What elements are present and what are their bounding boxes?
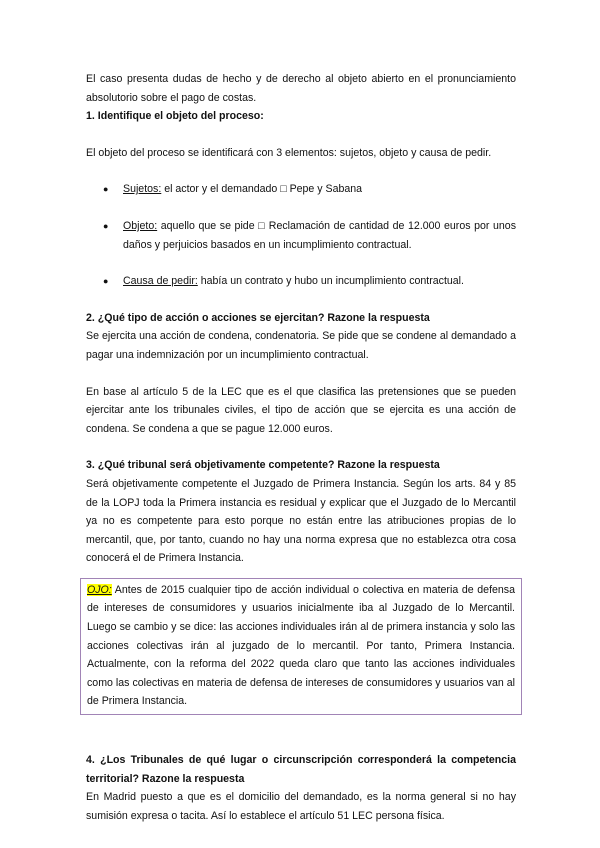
ojo-label: OJO: xyxy=(87,583,112,596)
bullet-dot-icon: ● xyxy=(103,220,109,231)
ojo-note-box xyxy=(80,578,522,715)
document-page xyxy=(86,70,516,825)
bullet-dot-icon: ● xyxy=(103,184,109,195)
q2-paragraph-2: En base al artículo 5 de la LEC que es el que clasifica las pretensiones que se pueden ejercitar ante los tribunales civiles, el tipo de acción que se ejercita es una acción de condena. Se condena a que se pague 12.000 euros. xyxy=(86,385,516,435)
bullet-text: aquello que se pide □ Reclamación de cantidad de 12.000 euros por unos daños y perjuicios basados en un incumplimiento contractual. xyxy=(123,219,516,251)
q4-paragraph-1: En Madrid puesto a que es el domicilio del demandado, es la norma general si no hay sumisión expresa o tacita. Así lo establece el artículo 51 LEC persona física. xyxy=(86,791,516,822)
intro-paragraph: El caso presenta dudas de hecho y de derecho al objeto abierto en el pronunciamiento absolutorio sobre el pago de costas. xyxy=(86,73,516,104)
bullet-causa xyxy=(86,272,516,291)
q2-heading: 2. ¿Qué tipo de acción o acciones se ejercitan? Razone la respuesta xyxy=(86,311,430,324)
bullet-label: Objeto: xyxy=(123,219,158,232)
q4-heading: 4. ¿Los Tribunales de qué lugar o circunscripción corresponderá la competencia territorial? Razone la respuesta xyxy=(86,754,516,785)
q1-text: El objeto del proceso se identificará con 3 elementos: sujetos, objeto y causa de pedir. xyxy=(86,146,492,159)
bullet-dot-icon: ● xyxy=(103,276,109,287)
bullet-label: Causa de pedir: xyxy=(123,275,198,288)
q3-paragraph-1: Será objetivamente competente el Juzgado de Primera Instancia. Según los arts. 84 y 85 de la LOPJ toda la Primera instancia es residual y explicar que el Juzgado de lo Mercantil ya no es competente para esto porque no están entre las atribuciones propias de lo mercantil, que, por tanto, cuando no hay una norma expresa que no establezca otra cosa conocerá el de Primera Instancia. xyxy=(86,477,516,565)
bullet-sujetos xyxy=(86,180,516,199)
ojo-text: Antes de 2015 cualquier tipo de acción individual o colectiva en materia de defensa de intereses de consumidores y usuarios inicialmente iba al Juzgado de lo Mercantil. Luego se cambio y se dice: las acciones individuales irán al de primera instancia y solo las acciones colectivas irán al juzgado de lo mercantil. Por tanto, Primera Instancia. Actualmente, con la reforma del 2022 queda claro que tanto las acciones individuales como las colectivas en materia de defensa de intereses de consumidores y usuarios van al de Primera Instancia. xyxy=(87,583,515,708)
bullet-text: había un contrato y hubo un incumplimiento contractual. xyxy=(197,275,464,288)
bullet-text: el actor y el demandado □ Pepe y Sabana xyxy=(161,183,363,196)
bullet-label: Sujetos: xyxy=(123,183,162,196)
q2-paragraph-1: Se ejercita una acción de condena, condenatoria. Se pide que se condene al demandado a pagar una indemnización por un incumplimiento contractual. xyxy=(86,330,516,361)
q1-heading: 1. Identifique el objeto del proceso: xyxy=(86,110,264,123)
q3-heading: 3. ¿Qué tribunal será objetivamente competente? Razone la respuesta xyxy=(86,459,440,472)
bullet-objeto xyxy=(86,217,516,254)
